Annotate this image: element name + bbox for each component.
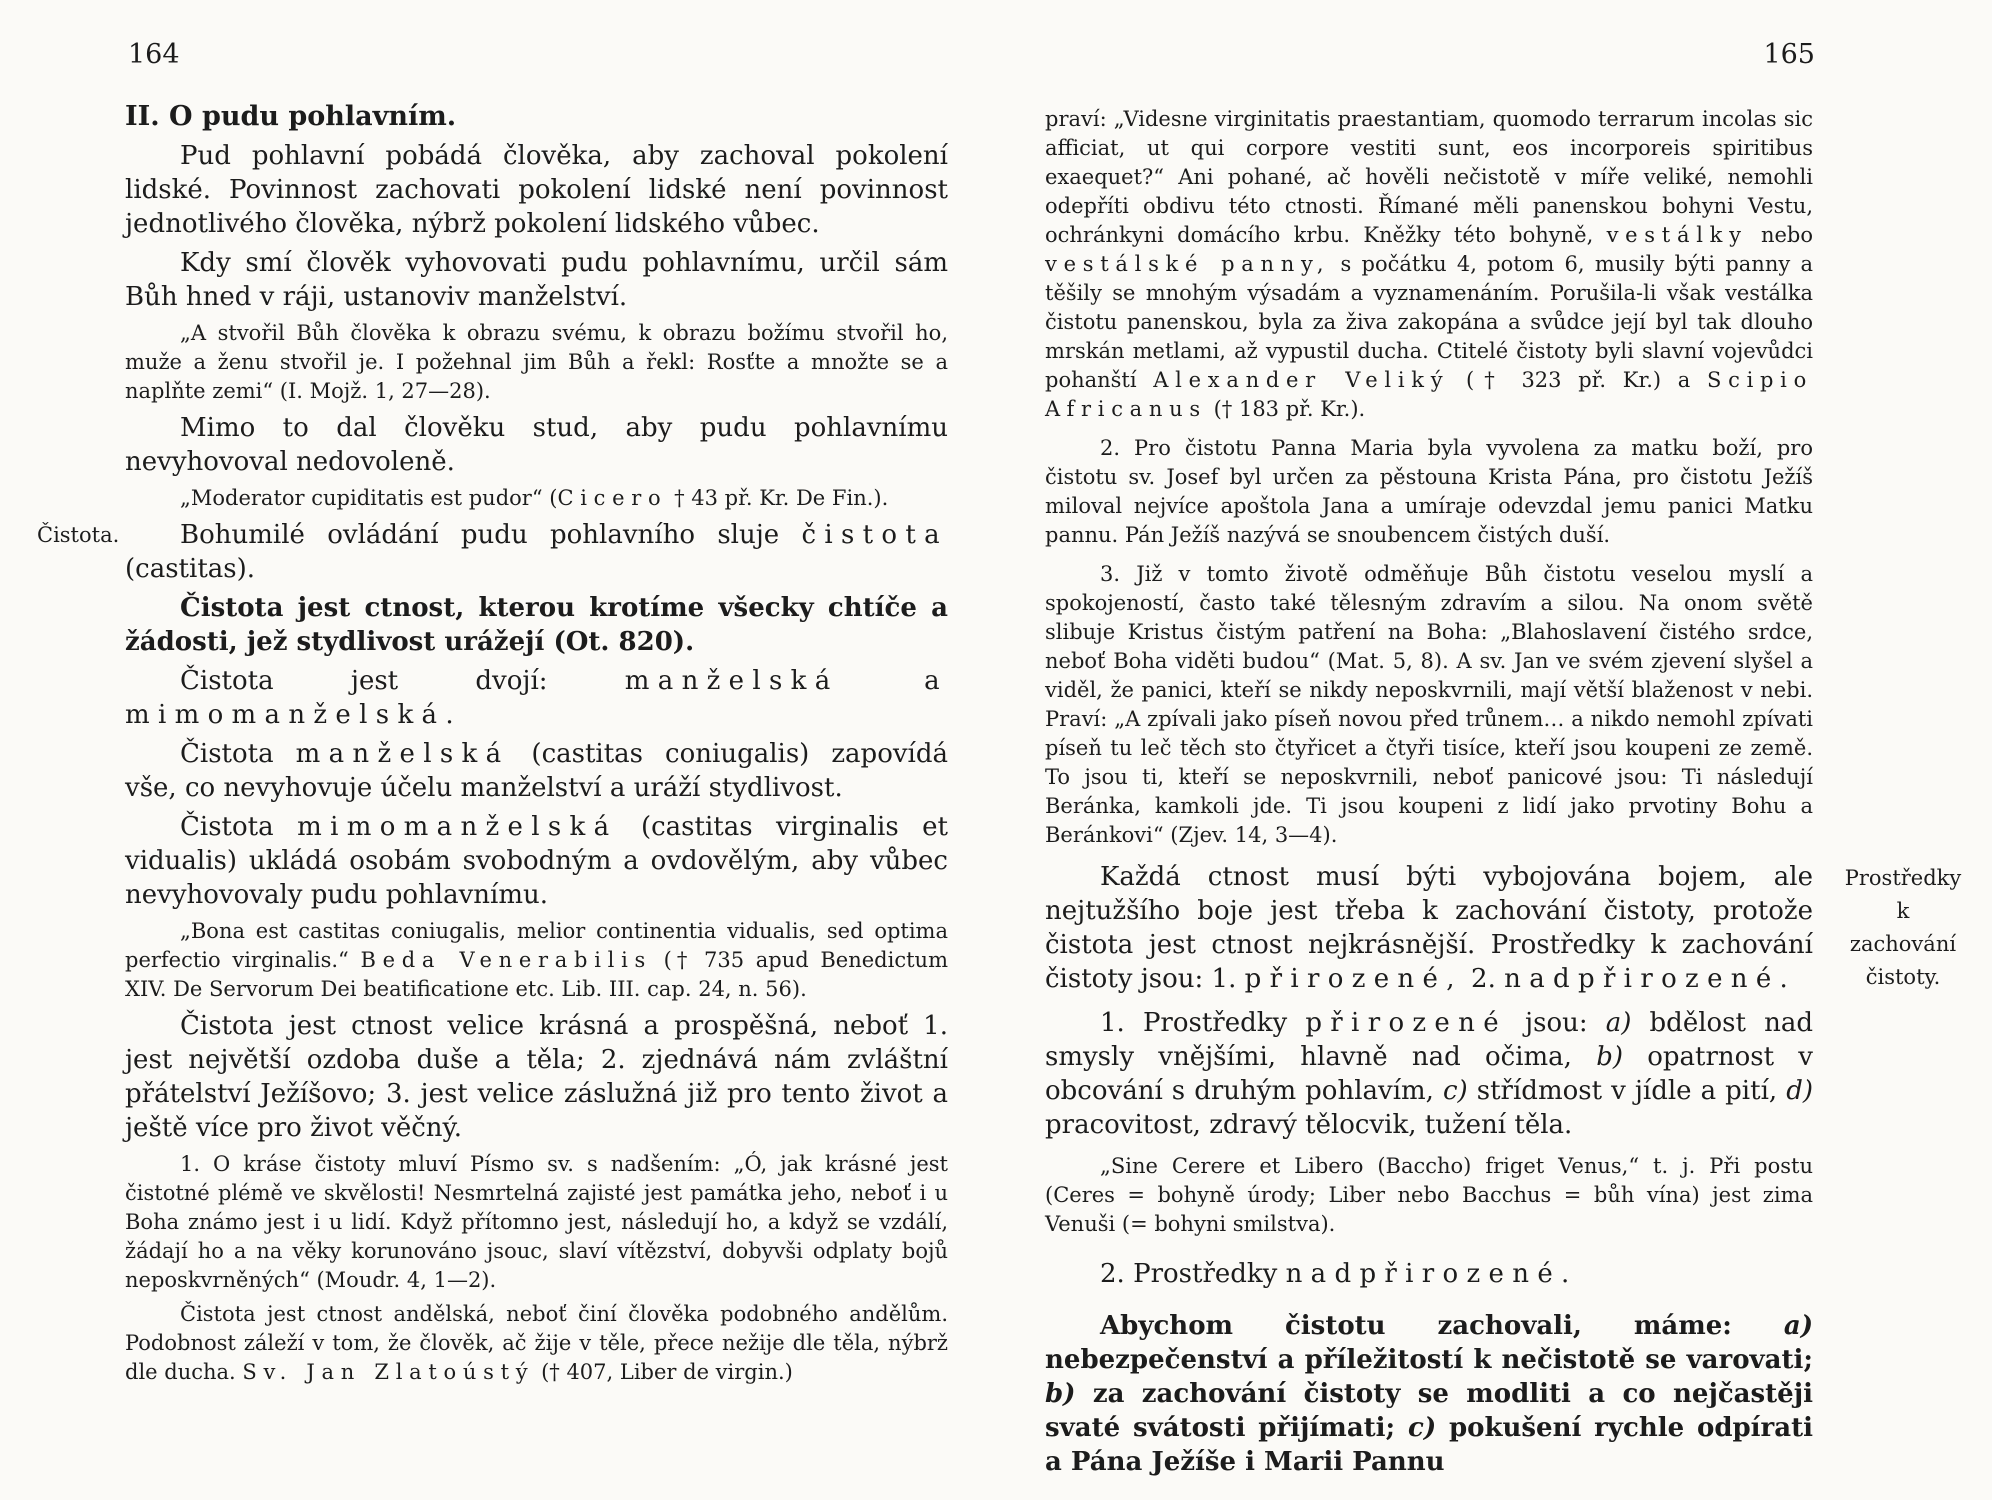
text-segment: Čistota jest ctnost andělská, neboť činí člověka podobného andělům. Podobnost záleží v tom, že člověk, ač žije v těle, přece nežije dle těla, nýbrž dle ducha. — [125, 1302, 948, 1384]
section-heading — [125, 100, 948, 134]
text-segment: střídmost v jídle a pití, — [1467, 1076, 1787, 1106]
italic-marker: c) — [1443, 1076, 1468, 1106]
text-segment: Mimo to dal člověku stud, aby pudu pohlavnímu nevyhovoval nedovoleně. — [125, 413, 948, 477]
letterspaced-emphasis: manželská — [295, 739, 510, 769]
text-segment: opatrnost v obcování s druhým pohlavím, — [1045, 1042, 1813, 1106]
text-segment: Abychom čistotu zachovali, máme: — [1100, 1311, 1784, 1341]
text-segment: „Moderator cupiditatis est pudor“ ( — [180, 486, 558, 510]
text-segment: († 323 př. Kr.) a — [1449, 368, 1707, 392]
paragraph — [125, 246, 948, 314]
text-segment: s počátku 4, potom 6, musily býti panny a těšily se mnohým výsadám a vyznamenáním. Porušila-li však vestálka čistotu panenskou, byla za živa zakopána a svůdce její byl tak dlouho mrskán metlami, až vypustil ducha. Ctitelé čistoty byli slavní vojevůdci pohanští — [1045, 252, 1813, 392]
letterspaced-emphasis: Sv. Jan Zlatoústý — [242, 1360, 535, 1384]
italic-marker: b) — [1596, 1042, 1623, 1072]
letterspaced-emphasis: manželská a mimomanželská. — [125, 666, 948, 730]
letterspaced-emphasis: nadpřirozené. — [1504, 964, 1797, 994]
letterspaced-emphasis: přirozené — [1305, 1008, 1507, 1038]
text-segment: † 43 př. Kr. De Fin.). — [667, 486, 889, 510]
italic-marker: a) — [1783, 1311, 1813, 1341]
italic-marker: c) — [1407, 1413, 1437, 1443]
letterspaced-emphasis: Cicero — [557, 486, 668, 510]
letterspaced-emphasis: vestálské panny, — [1045, 252, 1331, 276]
text-segment: Čistota jest dvojí: — [180, 666, 625, 696]
text-segment: Čistota jest ctnost velice krásná a prospěšná, neboť 1. jest největší ozdoba duše a těla; 2. zjednává nám zvláštní přátelství Ježíšovo; 3. jest velice záslužná již pro tento život a ještě více pro život věčný. — [125, 1011, 948, 1143]
paragraph — [125, 810, 948, 912]
paragraph — [1045, 860, 1962, 996]
letterspaced-emphasis: mimomanželská — [297, 812, 618, 842]
paragraph — [125, 1300, 948, 1387]
margin-note: Prostředky k zachování čistoty. — [1844, 866, 1962, 989]
text-segment: (castitas virginalis et vidualis) ukládá osobám svobodným a ovdovělým, aby vůbec nevyhovovaly pudu pohlavnímu. — [125, 812, 948, 910]
text-segment: 1. Prostředky — [1100, 1008, 1306, 1038]
text-segment: pokušení rychle odpírati a Pána Ježíše i Marii Pannu — [1045, 1413, 1813, 1477]
letterspaced-emphasis: čistota — [801, 520, 948, 550]
letterspaced-emphasis: přirozené, — [1244, 964, 1463, 994]
text-segment: Čistota — [180, 739, 296, 769]
text-segment: „A stvořil Bůh člověka k obrazu svému, k obrazu božímu stvořil ho, muže a ženu stvořil je. I požehnal jim Bůh a řekl: Rosťte a množte se a naplňte zemi“ (I. Mojž. 1, 27—28). — [125, 321, 948, 403]
text-segment: († 735 apud Benedictum XIV. De Servorum Dei beatificatione etc. Lib. III. cap. 24, n. 56). — [125, 948, 948, 1001]
text-segment: pracovitost, zdravý tělocvik, tužení těla. — [1045, 1110, 1573, 1140]
text-segment: nebo — [1747, 223, 1813, 247]
text-segment: 1. O kráse čistoty mluví Písmo sv. s nadšením: „Ó, jak krásné jest čistotné plémě ve skvělosti! Nesmrtelná zajisté jest památka jeho, neboť i u Boha známo jest i u lidí. Když přítomno jest, následují ho, a když se vzdálí, žádají ho a na věky korunováno jsouc, slaví vítězství, dobyvši odplaty bojů neposkvrněných“ (Moudr. 4, 1—2). — [125, 1152, 948, 1292]
letterspaced-emphasis: vestálky — [1606, 223, 1748, 247]
paragraph — [125, 1150, 948, 1295]
paragraph — [125, 917, 948, 1004]
page-164-body — [37, 95, 948, 1392]
letterspaced-emphasis: Beda Venerabilis — [360, 948, 653, 972]
letterspaced-emphasis: Scipio Africanus — [1045, 368, 1813, 421]
text-segment: 2. Pro čistotu Panna Maria byla vyvolena za matku boží, pro čistotu sv. Josef byl určen za pěstouna Krista Pána, pro čistotu Ježíš miloval nejvíce apoštola Jana a umíraje odevzdal jemu panici Matku pannu. Pán Ježíš nazývá se snoubencem čistých duší. — [1045, 436, 1813, 547]
text-segment: 3. Již v tomto životě odměňuje Bůh čistotu veselou myslí a spokojeností, často také tělesným zdravím a silou. Na onom světě slibuje Kristus čistým patření na Boha: „Blahoslavení čistého srdce, neboť Boha viděti budou“ (Mat. 5, 8). A sv. Jan ve svém zjevení slyšel a viděl, že panici, kteří se nikdy neposkvrnili, mají větší blaženost v nebi. Praví: „A zpívali jako píseň novou před trůnem… a nikdo nemohl zpívati píseň tu leč těch sto čtyřicet a čtyři tisíce, kteří jsou koupeni ze země. To jsou ti, kteří se neposkvrnili, neboť panicové jsou: Ti následují Beránka, kamkoli jde. Ti jsou koupeni z lidí jako prvotiny Bohu a Beránkovi“ (Zjev. 14, 3—4). — [1045, 562, 1813, 847]
text-segment: Pud pohlavní pobádá člověka, aby zachoval pokolení lidské. Povinnost zachovati pokolení lidské není povinnost jednotlivého člověka, nýbrž pokolení lidského vůbec. — [125, 141, 948, 239]
paragraph — [1045, 105, 1813, 424]
text-segment: Každá ctnost musí býti vybojována bojem, ale nejtužšího boje jest třeba k zachování čistoty, protože čistota jest ctnost nejkrásnější. Prostředky k zachování čistoty jsou: 1. — [1045, 862, 1813, 994]
paragraph — [125, 1009, 948, 1145]
text-segment: praví: „Videsne virginitatis praestantiam, quomodo terrarum incolas sic afficiat, ut qui corpore vestiti sunt, eos incorporeis spiritibus exaequet?“ Ani pohané, ač hověli nečistotě v míře veliké, nemohli odepříti obdivu této ctnosti. Římané měli panenskou bohyni Vestu, ochránkyni domácího krbu. Kněžky této bohyně, — [1045, 107, 1813, 247]
italic-marker: a) — [1605, 1008, 1632, 1038]
page-number-left: 164 — [128, 39, 180, 70]
paragraph — [125, 319, 948, 406]
paragraph — [1045, 1309, 1813, 1479]
text-segment: Kdy smí člověk vyhovovati pudu pohlavnímu, určil sám Bůh hned v ráji, ustanoviv manželství. — [125, 248, 948, 312]
text-segment: 2. — [1462, 964, 1505, 994]
paragraph — [1045, 560, 1813, 850]
paragraph — [125, 411, 948, 479]
text-segment: II. O pudu pohlavním. — [125, 101, 457, 132]
paragraph — [1045, 1006, 1813, 1142]
text-segment: „Sine Cerere et Libero (Baccho) friget Venus,“ t. j. Při postu (Ceres = bohyně úrody; Liber nebo Bacchus = bůh vína) jest zima Venuši (= bohyni smilstva). — [1045, 1154, 1813, 1236]
text-segment: nebezpečenství a příležitostí k nečistotě se varovati; — [1045, 1345, 1813, 1375]
text-segment: (castitas). — [125, 554, 256, 584]
text-segment: za zachování čistoty se modliti a co nejčastěji svaté svátosti přijímati; — [1045, 1379, 1813, 1443]
text-segment: (castitas coniugalis) zapovídá vše, co nevyhovuje účelu manželství a uráží stydlivost. — [125, 739, 948, 803]
paragraph — [125, 139, 948, 241]
text-segment: bdělost nad smysly vnějšími, hlavně nad očima, — [1045, 1008, 1813, 1072]
text-segment: „Bona est castitas coniugalis, melior continentia vidualis, sed optima perfectio virginalis.“ — [125, 919, 948, 972]
text-segment: Bohumilé ovládání pudu pohlavního sluje — [180, 520, 802, 550]
page-165-body — [1045, 95, 1962, 1489]
margin-note: Čistota. — [37, 523, 120, 547]
text-segment: 2. Prostředky — [1100, 1259, 1286, 1289]
text-segment: († 407, Liber de virgin.) — [534, 1360, 793, 1384]
page-number-right: 165 — [1763, 39, 1815, 70]
paragraph — [125, 737, 948, 805]
paragraph — [125, 591, 948, 659]
paragraph — [1045, 1257, 1813, 1291]
italic-marker: d) — [1786, 1076, 1813, 1106]
letterspaced-emphasis: Alexander Veliký — [1153, 368, 1450, 392]
paragraph — [1045, 1152, 1813, 1239]
text-segment: Čistota — [180, 812, 298, 842]
text-segment: († 183 př. Kr.). — [1206, 397, 1366, 421]
text-segment: Čistota jest ctnost, kterou krotíme všecky chtíče a žádosti, jež stydlivost urážejí (Ot. 820). — [125, 593, 948, 657]
text-segment: jsou: — [1506, 1008, 1606, 1038]
paragraph — [125, 484, 948, 513]
paragraph — [1045, 434, 1813, 550]
italic-marker: b) — [1045, 1379, 1076, 1409]
paragraph — [125, 664, 948, 732]
letterspaced-emphasis: nadpřirozené. — [1285, 1259, 1578, 1289]
paragraph — [37, 518, 948, 586]
